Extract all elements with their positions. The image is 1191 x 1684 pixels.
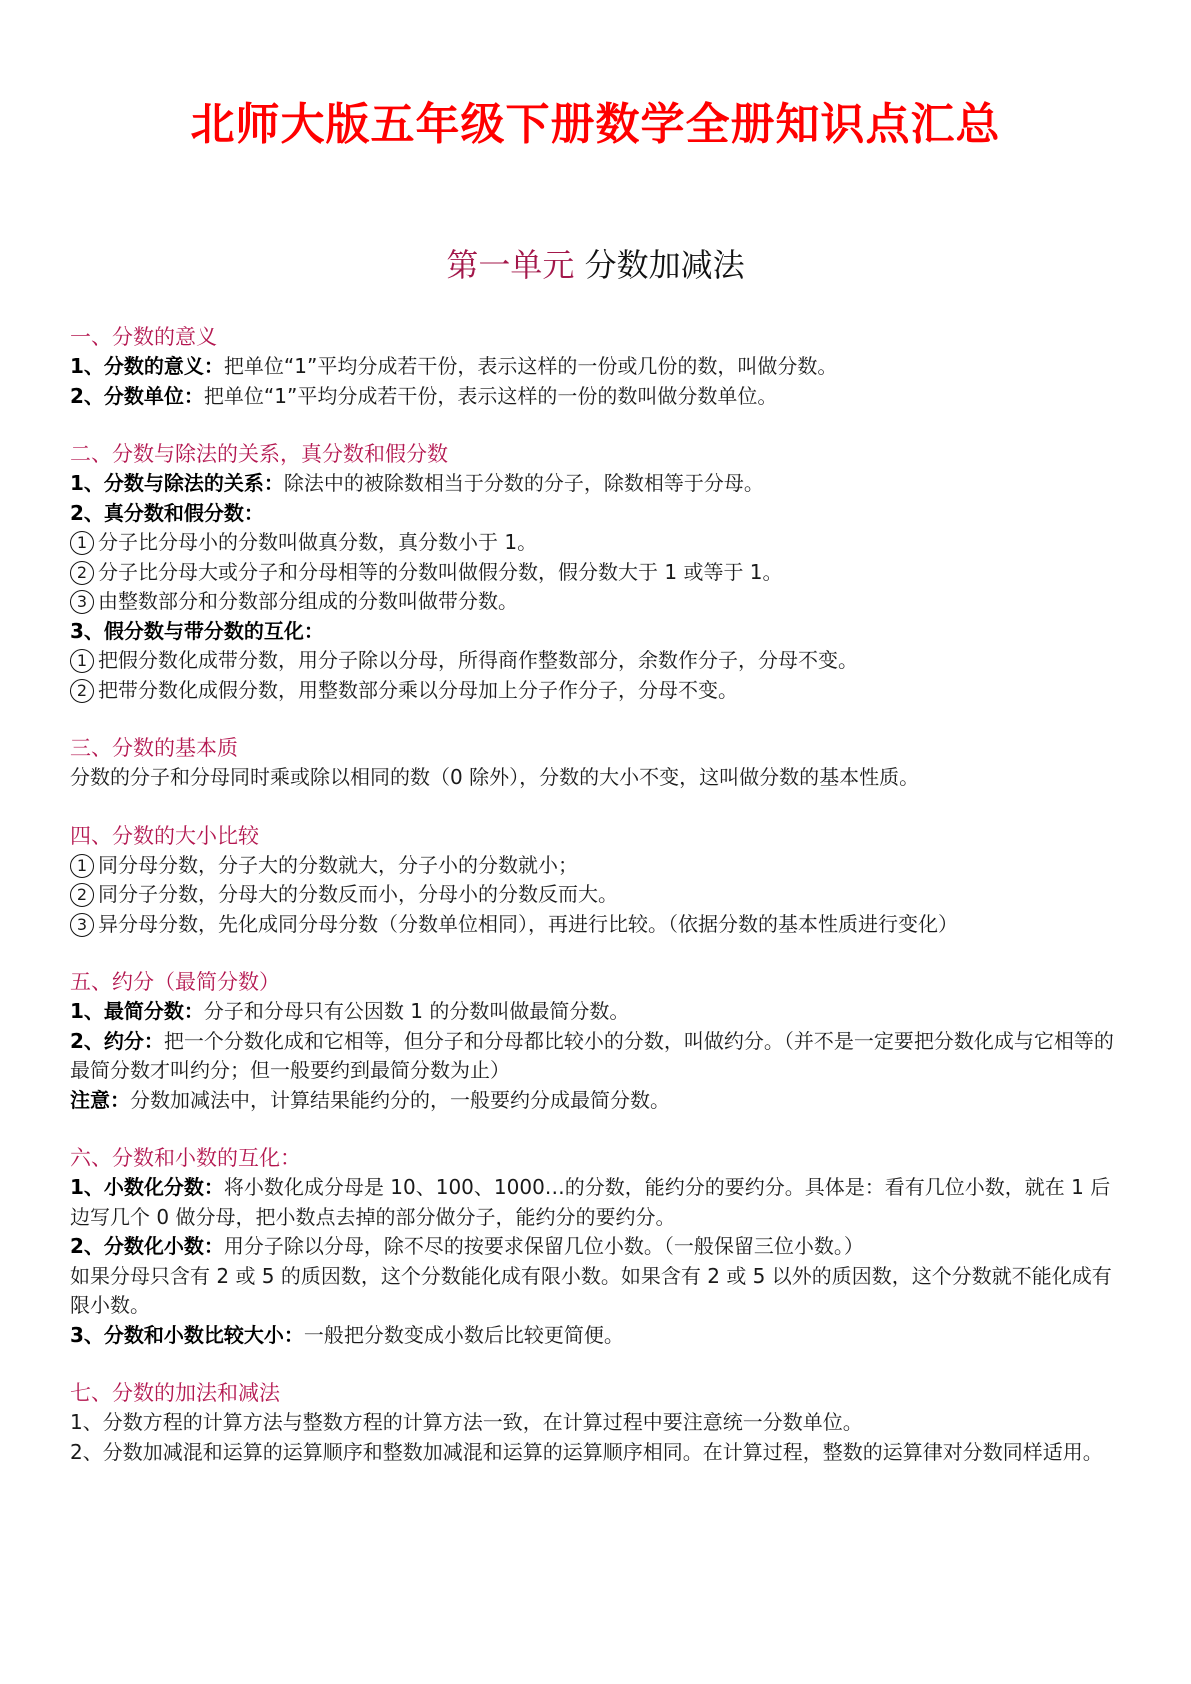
content-line	[70, 763, 1120, 793]
content-line	[70, 558, 1120, 588]
section-heading: 二、分数与除法的关系，真分数和假分数	[70, 442, 448, 466]
unit-title	[0, 240, 1191, 286]
line-label: 2、分数单位：	[70, 383, 204, 408]
content-line	[70, 528, 1120, 558]
line-label: 1、分数的意义：	[70, 354, 224, 378]
section-heading: 三、分数的基本质	[70, 736, 238, 760]
section	[70, 733, 1120, 793]
content-line	[70, 617, 1120, 647]
circled-number-icon: 2	[70, 679, 94, 703]
circled-number-icon: 3	[70, 590, 94, 614]
content-line	[70, 1321, 1120, 1351]
line-label: 1、最简分数：	[70, 999, 204, 1023]
line-label: 1、小数化分数：	[70, 1175, 224, 1199]
content-line	[70, 851, 1120, 881]
line-text: 异分母分数，先化成同分母分数（分数单位相同），再进行比较。（依据分数的基本性质进行变化）	[98, 911, 958, 936]
line-label: 2、分数化小数：	[70, 1234, 224, 1258]
unit-name: 分数加减法	[584, 246, 745, 284]
circled-number-icon: 1	[70, 531, 94, 555]
line-label: 3、分数和小数比较大小：	[70, 1322, 304, 1347]
content-line	[70, 469, 1120, 499]
section	[70, 322, 1120, 411]
line-text: 由整数部分和分数部分组成的分数叫做带分数。	[98, 589, 518, 613]
content-line	[70, 676, 1120, 706]
line-text: 将小数化成分母是 10、100、1000…的分数，能约分的要约分。具体是：看有几位小数，就在 1 后边写几个 0 做分母，把小数点去掉的部分做分子，能约分的要约分。	[70, 1175, 1111, 1229]
line-text: 把一个分数化成和它相等，但分子和分母都比较小的分数，叫做约分。（并不是一定要把分数化成与它相等的最简分数才叫约分；但一般要约到最简分数为止）	[70, 1028, 1114, 1082]
document-title: 北师大版五年级下册数学全册知识点汇总	[190, 99, 1001, 150]
line-text: 1、分数方程的计算方法与整数方程的计算方法一致，在计算过程中要注意统一分数单位。	[70, 1410, 863, 1434]
line-label: 2、真分数和假分数：	[70, 500, 264, 525]
section-heading: 七、分数的加法和减法	[70, 1381, 280, 1405]
line-text: 分子比分母大或分子和分母相等的分数叫做假分数，假分数大于 1 或等于 1。	[98, 559, 783, 584]
section	[70, 1143, 1120, 1350]
section-heading: 六、分数和小数的互化：	[70, 1146, 301, 1170]
line-text: 除法中的被除数相当于分数的分子，除数相等于分母。	[283, 471, 764, 495]
content-line	[70, 646, 1120, 676]
section	[70, 821, 1120, 940]
content-line	[70, 1086, 1120, 1116]
line-label: 1、分数与除法的关系：	[70, 471, 284, 495]
line-text: 一般把分数变成小数后比较更简便。	[303, 1322, 624, 1347]
content-line	[70, 587, 1120, 617]
content-line	[70, 1408, 1120, 1438]
content-line	[70, 352, 1120, 382]
section-heading: 四、分数的大小比较	[70, 823, 259, 848]
section-heading: 一、分数的意义	[70, 325, 217, 349]
line-text: 分子比分母小的分数叫做真分数，真分数小于 1。	[98, 530, 538, 554]
content-line	[70, 880, 1120, 910]
content-line	[70, 1262, 1120, 1321]
content-line	[70, 1027, 1120, 1086]
line-text: 把带分数化成假分数，用整数部分乘以分母加上分子作分子，分母不变。	[98, 677, 738, 702]
line-label: 注意：	[70, 1087, 130, 1112]
line-text: 用分子除以分母，除不尽的按要求保留几位小数。（一般保留三位小数。）	[223, 1234, 864, 1258]
circled-number-icon: 2	[70, 883, 94, 907]
line-text: 分数的分子和分母同时乘或除以相同的数（0 除外），分数的大小不变，这叫做分数的基本性质。	[70, 765, 920, 789]
section	[70, 1378, 1120, 1467]
content-line	[70, 997, 1120, 1027]
unit-number: 第一单元	[446, 246, 575, 284]
line-text: 同分子分数，分母大的分数反而小，分母小的分数反而大。	[98, 882, 618, 906]
line-text: 分数加减法中，计算结果能约分的，一般要约分成最简分数。	[130, 1087, 670, 1112]
section	[70, 439, 1120, 705]
section	[70, 967, 1120, 1115]
line-text: 2、分数加减混和运算的运算顺序和整数加减混和运算的运算顺序相同。在计算过程，整数的运算律对分数同样适用。	[70, 1439, 1103, 1464]
line-text: 把假分数化成带分数，用分子除以分母，所得商作整数部分，余数作分子，分母不变。	[98, 648, 858, 672]
circled-number-icon: 1	[70, 854, 94, 878]
line-text: 分子和分母只有公因数 1 的分数叫做最简分数。	[203, 999, 630, 1023]
line-text: 如果分母只含有 2 或 5 的质因数，这个分数能化成有限小数。如果含有 2 或 5 以外的质因数，这个分数就不能化成有限小数。	[70, 1263, 1112, 1317]
content-line	[70, 1438, 1120, 1468]
content-line	[70, 499, 1120, 529]
content-line	[70, 910, 1120, 940]
content-body	[70, 322, 1120, 1495]
circled-number-icon: 3	[70, 913, 94, 937]
section-heading: 五、约分（最简分数）	[70, 970, 280, 994]
content-line	[70, 1232, 1120, 1262]
circled-number-icon: 2	[70, 561, 94, 585]
line-label: 2、约分：	[70, 1028, 164, 1053]
line-text: 把单位“1”平均分成若干份，表示这样的一份的数叫做分数单位。	[203, 383, 778, 408]
content-line	[70, 1173, 1120, 1232]
circled-number-icon: 1	[70, 649, 94, 673]
line-label: 3、假分数与带分数的互化：	[70, 618, 324, 643]
line-text: 把单位“1”平均分成若干份，表示这样的一份或几份的数，叫做分数。	[223, 354, 838, 378]
line-text: 同分母分数，分子大的分数就大，分子小的分数就小；	[98, 852, 578, 877]
content-line	[70, 382, 1120, 412]
